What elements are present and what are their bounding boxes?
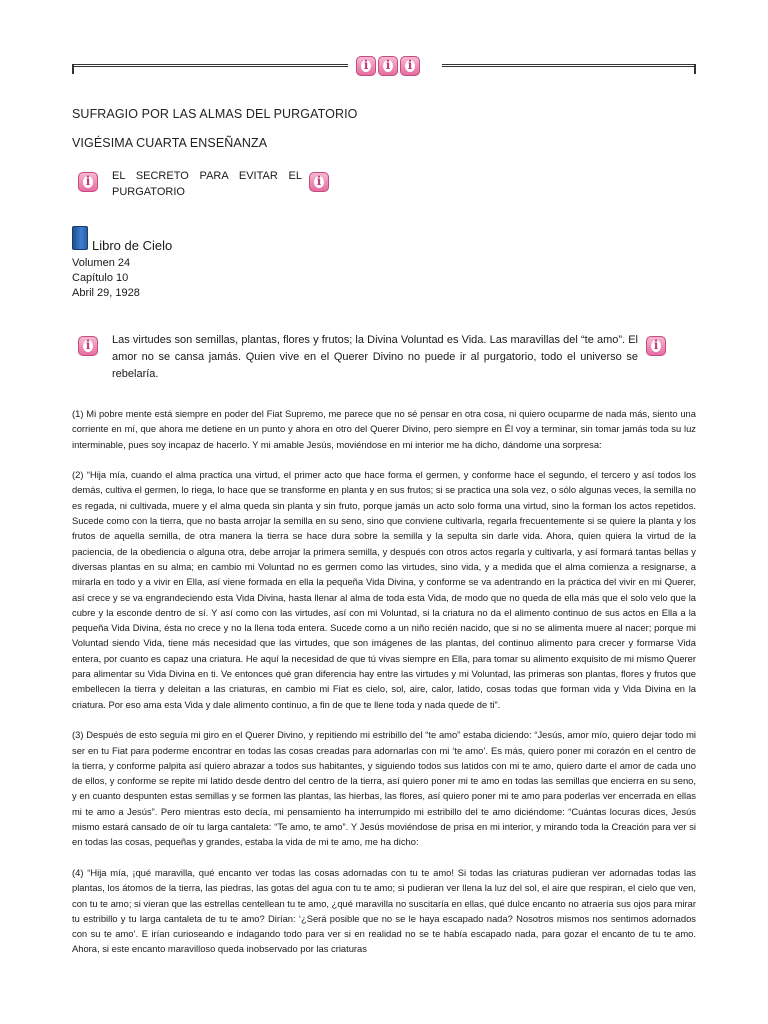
paragraph-1: (1) Mi pobre mente está siempre en poder del Fiat Supremo, me parece que no sé pensar en otra cosa, ni quiero ocuparme de nada más, siento una corriente en mí, que ahora me detiene en un punto y ahora en otro del Querer Divino, pero siempre en Él voy a terminar, sin tomar jamás toda su luz interminable, pues soy incapaz de hacerlo. Y mi amable Jesús, moviéndose en mi interior me ha dicho, dándome una sorpresa:	[72, 408, 696, 450]
body-text	[72, 406, 696, 972]
date-label: Abril 29, 1928	[72, 287, 140, 299]
secret-heading-text	[112, 168, 302, 200]
secret-line-2: PURGATORIO	[112, 186, 185, 198]
paragraph-2: (2) “Hija mía, cuando el alma practica una virtud, el primer acto que hace forma el germen, y conforme hace el segundo, el tercero y así todos los demás, cultiva el germen, lo riega, lo hace que se transforme en planta y en sus frutos; si se practica una sola vez, o sólo algunas veces, la semilla no es regada, ni cultivada, muere y el alma queda sin planta y sin fruto, porque jamás un acto solo forma una virtud, sino la forman los actos repetidos. Sucede como con la tierra, que no basta arrojar la semilla en su seno, sino que conviene cultivarla, regarla frecuentemente si se quiere la planta y los frutos de aquella semilla, de otra manera la tierra se hace dura sobre la semilla y la sepulta sin darle vida. Ahora, quien quiera la virtud de la paciencia, de la obediencia o alguna otra, debe arrojar la primera semilla, y después con otros actos regarla y cultivarla, y así formará tantas bellas y diversas plantas en su alma; en cambio mi Voluntad no es germen como las virtudes, sino vida, y a medida que el alma comienza a resignarse, a mirarla en todo y a vivir en Ella, así viene formada en ella la pequeña Vida Divina, y conforme se va adentrando en la práctica del vivir en mi Querer, así crece y se va engrandeciendo esta Vida Divina, hasta llenar al alma de toda esta Vida, de modo que no queda de ella más que el solo velo que la cubre y la esconde dentro de sí. Y así como con las virtudes, así con mi Voluntad, si la criatura no da el alimento continuo de sus actos en Ella a la pequeña Vida Divina, ésta no crece y no la llena toda entera. Sucede como a un niño recién nacido, que si no se alimenta muere al nacer; porque mi Voluntad siendo Vida, tiene más necesidad que las virtudes, que son imágenes de las plantas, del continuo alimento para crecer y formarse Vida entera, por cuanto es capaz una criatura. He aquí la necesidad de que tú vivas siempre en Ella, para tomar su alimento exquisito de mi mismo Querer para alimentar su Vida Divina en ti. Ve entonces qué gran diferencia hay entre las virtudes y mi Voluntad, las primeras son plantas, flores y frutos que embellecen la tierra y deleitan a las criaturas, en cambio mi Fiat es cielo, sol, aire, calor, latido, cosas todas que forman vida y Vida Divina en la criatura. Por eso ama esta Vida y dale alimento continuo, a fin de que te llene toda y nada quede de ti”.	[72, 469, 696, 710]
document-title: SUFRAGIO POR LAS ALMAS DEL PURGATORIO	[72, 107, 358, 121]
secret-line-1: EL SECRETO PARA EVITAR EL	[112, 170, 302, 182]
chapter-summary	[72, 332, 696, 384]
paragraph-3: (3) Después de esto seguía mi giro en el Querer Divino, y repitiendo mi estribillo del “te amo” estaba diciendo: “Jesús, amor mío, quiero dejar todo mi ser en tu Fiat para poderme encontrar en todas las cosas creadas para adornarlas con mi ‘te amo’. Es más, quiero poner mi corazón en el centro de la tierra, y conforme palpita así quiero abrazar a todos sus habitantes, y siguiendo todos sus latidos con mi te amo, quiero darte el amor de cada uno de ellos, y conforme se repite mi latido desde dentro del centro de la tierra, así quiero poner mi te amo en todas las semillas que encierra en su seno, y en cuanto despunten estas semillas y se formen las plantas, las hierbas, las flores, así quiero poner mi te amo para poderlas ver encerrada en ellas mi te amo a Jesús”. Pero mientras esto decía, mi pensamiento ha interrumpido mi estribillo del te amo diciéndome: “Cuántas locuras dices, Jesús mismo estará cansado de oír tu larga cantaleta: “Te amo, te amo”. Y Jesús moviéndose de prisa en mi interior, y mirando toda la Creación para ver si en todas las cosas, pequeñas y grandes, estaba la vida de mi te amo, me ha dicho:	[72, 729, 696, 848]
divider-rule-left	[72, 64, 348, 73]
secret-heading	[72, 168, 342, 204]
paragraph-4: (4) “Hija mía, ¡qué maravilla, qué encanto ver todas las cosas adornadas con tu te amo! Si todas las criaturas pudieran ver adornadas todas las plantas, los átomos de la tierra, las piedras, las gotas del agua con tu te amo; si pudieran ver llena la luz del sol, el aire que respiran, el cielo que ven, con tu te amo; si vieran que las estrellas centellean tu te amo, ¿qué maravilla no suscitaría en ellas, qué dulce encanto no atraería sus ojos para mirar tu estribillo y tu larga cantaleta de tu te amo? Dirían: ‘¿Será posible que no se le haya escapado nada? Nosotros mismos nos sentimos adornados con su te amo’. E irían curioseando e indagando todo para ver si en realidad no se te había escapado nada, para gozar el encanto de tu te amo. Ahora, si este encanto maravilloso queda inobservado por las criaturas	[72, 866, 696, 955]
book-icon	[72, 226, 88, 250]
book-meta	[72, 256, 140, 301]
chapter-label: Capítulo 10	[72, 272, 129, 284]
info-icon	[309, 172, 329, 192]
volume-label: Volumen 24	[72, 257, 131, 269]
divider-icons	[356, 56, 420, 76]
info-icon	[378, 56, 398, 76]
book-title: Libro de Cielo	[92, 238, 173, 253]
divider-rule-right	[442, 64, 696, 73]
document-subtitle: VIGÉSIMA CUARTA ENSEÑANZA	[72, 136, 268, 150]
ornamental-divider	[72, 56, 696, 80]
info-icon	[646, 336, 666, 356]
info-icon	[78, 172, 98, 192]
summary-text: Las virtudes son semillas, plantas, flores y frutos; la Divina Voluntad es Vida. Las maravillas del “te amo”. El amor no se cansa jamás. Quien vive en el Querer Divino no puede ir al purgatorio, todo el universo se rebelaría.	[112, 334, 638, 380]
info-icon	[356, 56, 376, 76]
info-icon	[78, 336, 98, 356]
info-icon	[400, 56, 420, 76]
